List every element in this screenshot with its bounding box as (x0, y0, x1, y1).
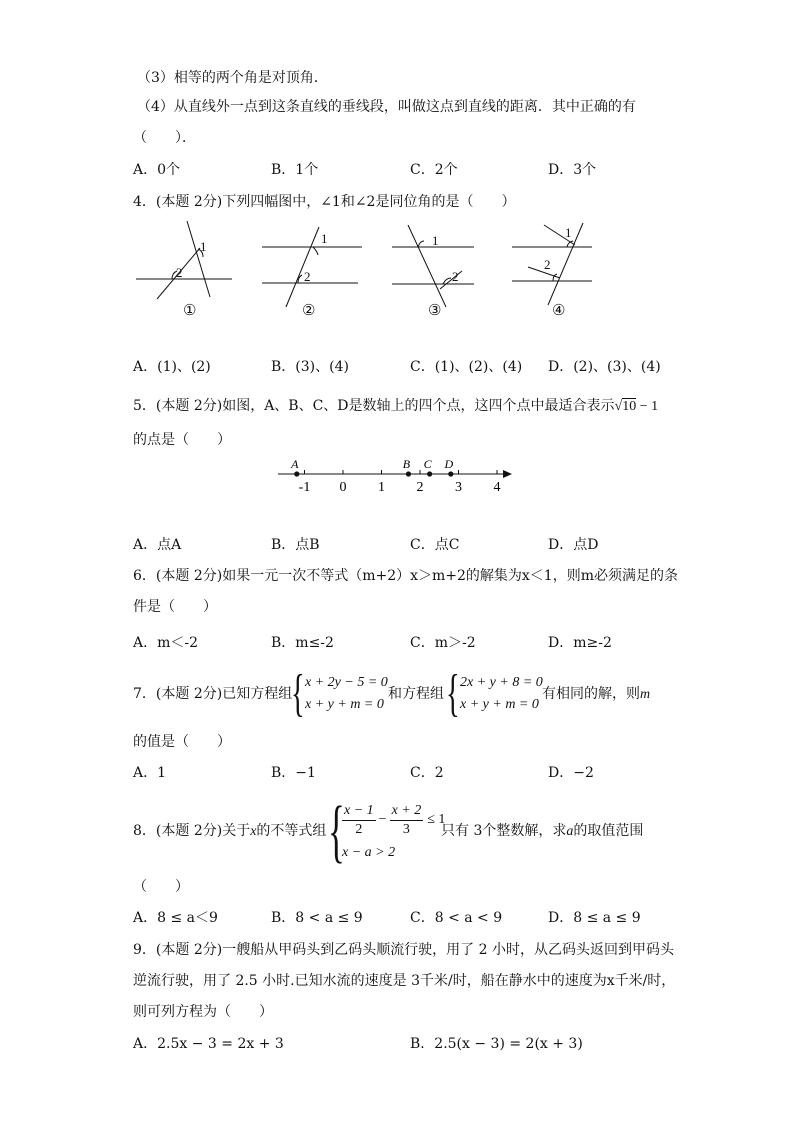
axis-tick-label: 3 (455, 480, 462, 495)
q7-option-a[interactable]: A．1 (133, 765, 167, 781)
q4-option-b[interactable]: B．(3)、(4) (271, 359, 349, 375)
point-label-b: B (402, 457, 411, 471)
q8-minus: − (378, 812, 387, 827)
figure-label-3: ③ (428, 303, 442, 319)
q7-sys1-eq1: x + 2y − 5 = 0 (305, 675, 388, 690)
q3-option-a[interactable]: A．0个 (133, 162, 181, 178)
q7-sys2-eq1: 2x + y + 8 = 0 (460, 675, 543, 690)
q5-expression (615, 398, 659, 414)
q9-line-3: 则可列方程为（ ） (133, 1004, 273, 1020)
q5-stem-text: 5．(本题 2分)如图，A、B、C、D是数轴上的四个点，这四个点中最适合表示 (133, 398, 615, 414)
q3-option-d[interactable]: D．3个 (548, 162, 597, 178)
q5-option-a[interactable]: A．点A (133, 537, 182, 553)
q8-option-c[interactable]: C．8 < a < 9 (410, 910, 503, 926)
q9-option-a[interactable]: A．2.5x − 3 = 2x + 3 (133, 1036, 284, 1052)
q5-radicand: 10 (622, 399, 637, 414)
axis-tick-label: 2 (416, 480, 424, 495)
q8-prefix-text: 8．(本题 2分)关于 (133, 823, 251, 839)
fig1-angle-2: 2 (176, 265, 183, 280)
q8-mid-text: 的不等式组 (256, 823, 327, 839)
point-d (448, 471, 453, 476)
q8-prefix (133, 821, 326, 842)
q4-stem: 4．(本题 2分)下列四幅图中，∠1和∠2是同位角的是（ ） (133, 194, 516, 210)
q6-stem: 6．(本题 2分)如果一元一次不等式（m+2）x＞m+2的解集为x＜1，则m必须满足的条 (133, 568, 678, 584)
statement-3: （3）相等的两个角是对顶角． (137, 70, 328, 86)
statement-4: （4）从直线外一点到这条直线的垂线段，叫做这点到直线的距离．其中正确的有 (137, 99, 636, 115)
q7-mid: 和方程组 (388, 686, 444, 702)
q5-stem-2: 的点是（ ） (133, 432, 231, 448)
q5-expr-tail: − 1 (636, 399, 659, 414)
q4-option-c[interactable]: C．(1)、(2)、(4) (410, 359, 523, 375)
q6-stem-2: 件是（ ） (133, 599, 217, 615)
q8-le1: ≤ 1 (427, 812, 446, 827)
q7-system-1 (291, 665, 388, 722)
point-c (427, 471, 432, 476)
axis-arrow-icon (503, 470, 512, 478)
q4-option-a[interactable]: A．(1)、(2) (133, 359, 211, 375)
q8-suffix-text: 只有 3个整数解，求 (441, 823, 567, 839)
figure-label-4: ④ (552, 303, 566, 319)
q3-option-b[interactable]: B．1个 (271, 162, 319, 178)
fig4-angle-2: 2 (544, 257, 551, 272)
q7-sys2-eq2: x + y + m = 0 (460, 697, 539, 712)
sqrt-symbol: √ (614, 399, 623, 414)
left-brace-icon: { (328, 793, 345, 870)
q7-var-m: m (640, 687, 651, 702)
left-brace-icon: { (446, 665, 460, 722)
fig4-angle-1: 1 (565, 225, 572, 240)
q4-option-d[interactable]: D．(2)、(3)、(4) (548, 359, 661, 375)
fig1-angle-1: 1 (200, 239, 207, 254)
q6-option-d[interactable]: D．m≥-2 (548, 635, 612, 651)
q9-line-2: 逆流行驶，用了 2.5 小时.已知水流的速度是 3千米/时，船在静水中的速度为x千米/时， (133, 973, 676, 989)
left-brace-icon: { (291, 665, 305, 722)
q9-option-b[interactable]: B．2.5(x − 3) = 2(x + 3) (410, 1036, 583, 1052)
q5-option-c[interactable]: C．点C (410, 537, 460, 553)
q7-option-b[interactable]: B．−1 (271, 765, 316, 781)
q7-option-d[interactable]: D．−2 (548, 765, 594, 781)
q7-prefix: 7．(本题 2分)已知方程组 (133, 686, 293, 702)
q8-frac1-den: 2 (355, 821, 363, 837)
q8-system (328, 793, 446, 870)
axis-tick-label: 0 (339, 480, 347, 495)
point-label-d: D (444, 457, 454, 471)
fig3-angle-1: 1 (432, 233, 439, 248)
q4-figures (0, 215, 794, 325)
q8-var-x: x (250, 824, 257, 839)
q5-number-line (0, 455, 794, 495)
q8-suffix2-text: 的取值范围 (573, 823, 644, 839)
q8-paren: （ ） (133, 879, 189, 895)
q8-frac2-num: x + 2 (390, 802, 424, 821)
q8-option-a[interactable]: A．8 ≤ a＜9 (133, 910, 218, 926)
q6-option-c[interactable]: C．m＞-2 (410, 635, 476, 651)
q8-option-d[interactable]: D．8 ≤ a ≤ 9 (548, 910, 641, 926)
q3-option-c[interactable]: C．2个 (410, 162, 458, 178)
axis-tick-label: -1 (298, 480, 311, 495)
q7-suffix-text: 有相同的解，则 (542, 686, 640, 702)
axis-tick-label: 4 (493, 480, 501, 495)
q7-suffix (542, 684, 650, 705)
point-a (294, 471, 299, 476)
q7-sys1-eq2: x + y + m = 0 (305, 697, 384, 712)
fig3-angle-2: 2 (452, 269, 459, 284)
q5-option-d[interactable]: D．点D (548, 537, 599, 553)
q8-frac2-den: 3 (402, 821, 410, 837)
q8-var-a: a (566, 824, 574, 839)
q8-suffix (441, 821, 643, 842)
figure-label-1: ① (183, 303, 197, 319)
q7-stem-2: 的值是（ ） (133, 734, 231, 750)
q7-option-c[interactable]: C．2 (410, 765, 444, 781)
axis-tick-label: 1 (378, 480, 385, 495)
q7-system-2 (446, 665, 543, 722)
fig2-angle-2: 2 (304, 269, 311, 284)
point-label-c: C (423, 457, 432, 471)
q5-option-b[interactable]: B．点B (271, 537, 320, 553)
point-b (406, 471, 411, 476)
q5-stem (133, 396, 658, 417)
q8-option-b[interactable]: B．8 < a ≤ 9 (271, 910, 363, 926)
fig2-angle-1: 1 (321, 231, 328, 246)
point-label-a: A (291, 457, 299, 471)
q8-frac1-num: x − 1 (342, 802, 376, 821)
statement-4-answer-paren: （ ）． (133, 130, 196, 146)
q9-line-1: 9．(本题 2分)一艘船从甲码头到乙码头顺流行驶，用了 2 小时，从乙码头返回到甲码头 (133, 942, 674, 958)
q8-line2: x − a > 2 (342, 845, 396, 860)
q6-option-b[interactable]: B．m≤-2 (271, 635, 334, 651)
q6-option-a[interactable]: A．m＜-2 (133, 635, 199, 651)
figure-label-2: ② (302, 303, 316, 319)
